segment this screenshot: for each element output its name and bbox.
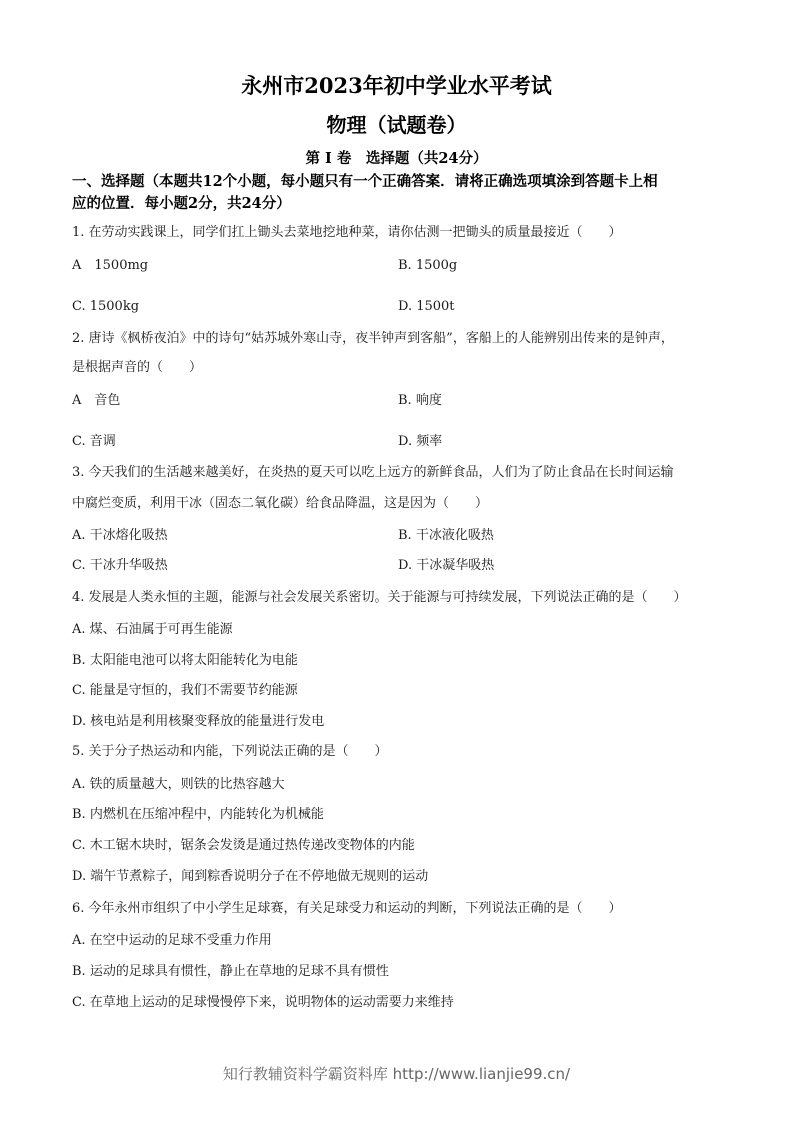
question-2-option-a: A 音色	[72, 393, 121, 408]
question-2-option-b: B. 响度	[398, 393, 442, 408]
section-heading-line1: 一、选择题（本题共12个小题，每小题只有一个正确答案．请将正确选项填涂到答题卡上相	[72, 173, 658, 190]
question-1-option-c: C. 1500kg	[72, 299, 140, 314]
question-1-option-b: B. 1500g	[398, 258, 458, 273]
question-6-option-a: A. 在空中运动的足球不受重力作用	[72, 933, 272, 948]
question-1-option-d: D. 1500t	[398, 299, 455, 314]
question-4-option-a: A. 煤、石油属于可再生能源	[72, 622, 233, 637]
question-2-stem-line1: 2. 唐诗《枫桥夜泊》中的诗句“姑苏城外寒山寺，夜半钟声到客船”，客船上的人能辨别出传来的是钟声，	[72, 331, 674, 346]
question-6-option-c: C. 在草地上运动的足球慢慢停下来，说明物体的运动需要力来维持	[72, 995, 454, 1010]
question-2-option-c: C. 音调	[72, 434, 116, 449]
question-5-option-b: B. 内燃机在压缩冲程中，内能转化为机械能	[72, 807, 324, 822]
question-3-option-b: B. 干冰液化吸热	[398, 528, 494, 543]
question-4-option-d: D. 核电站是利用核聚变释放的能量进行发电	[72, 714, 325, 729]
question-1-stem: 1. 在劳动实践课上，同学们扛上锄头去菜地挖地种菜，请你估测一把锄头的质量最接近（ ）	[72, 225, 622, 240]
section-heading-line2: 应的位置．每小题2分，共24分）	[72, 195, 291, 212]
question-5-option-d: D. 端午节煮粽子，闻到粽香说明分子在不停地做无规则的运动	[72, 869, 429, 884]
exam-title: 永州市2023年初中学业水平考试	[241, 73, 552, 98]
question-6-stem: 6. 今年永州市组织了中小学生足球赛，有关足球受力和运动的判断，下列说法正确的是（ ）	[72, 901, 622, 916]
question-1-option-a: A 1500mg	[72, 258, 149, 273]
question-3-stem-line2: 中腐烂变质，利用干冰（固态二氧化碳）给食品降温，这是因为（ ）	[72, 496, 489, 511]
question-3-stem-line1: 3. 今天我们的生活越来越美好，在炎热的夏天可以吃上远方的新鲜食品，人们为了防止食品在长时间运输	[72, 465, 674, 480]
part-heading: 第 I 卷 选择题（共24分）	[305, 150, 488, 167]
question-5-option-c: C. 木工锯木块时，锯条会发烫是通过热传递改变物体的内能	[72, 838, 415, 853]
question-2-stem-line2: 是根据声音的（ ）	[72, 360, 203, 375]
question-4-stem: 4. 发展是人类永恒的主题，能源与社会发展关系密切。关于能源与可持续发展，下列说法正确的是（ ）	[72, 590, 687, 605]
question-4-option-b: B. 太阳能电池可以将太阳能转化为电能	[72, 653, 298, 668]
question-5-option-a: A. 铁的质量越大，则铁的比热容越大	[72, 777, 285, 792]
question-4-option-c: C. 能量是守恒的，我们不需要节约能源	[72, 683, 298, 698]
question-3-option-c: C. 干冰升华吸热	[72, 558, 168, 573]
question-2-option-d: D. 频率	[398, 434, 443, 449]
exam-subtitle: 物理（试题卷）	[326, 113, 467, 137]
footer-watermark: 知行教辅资料学霸资料库 http://www.lianjie99.cn/	[222, 1065, 571, 1083]
question-6-option-b: B. 运动的足球具有惯性，静止在草地的足球不具有惯性	[72, 964, 389, 979]
question-3-option-a: A. 干冰熔化吸热	[72, 528, 168, 543]
question-5-stem: 5. 关于分子热运动和内能，下列说法正确的是（ ）	[72, 744, 388, 759]
question-3-option-d: D. 干冰凝华吸热	[398, 558, 495, 573]
